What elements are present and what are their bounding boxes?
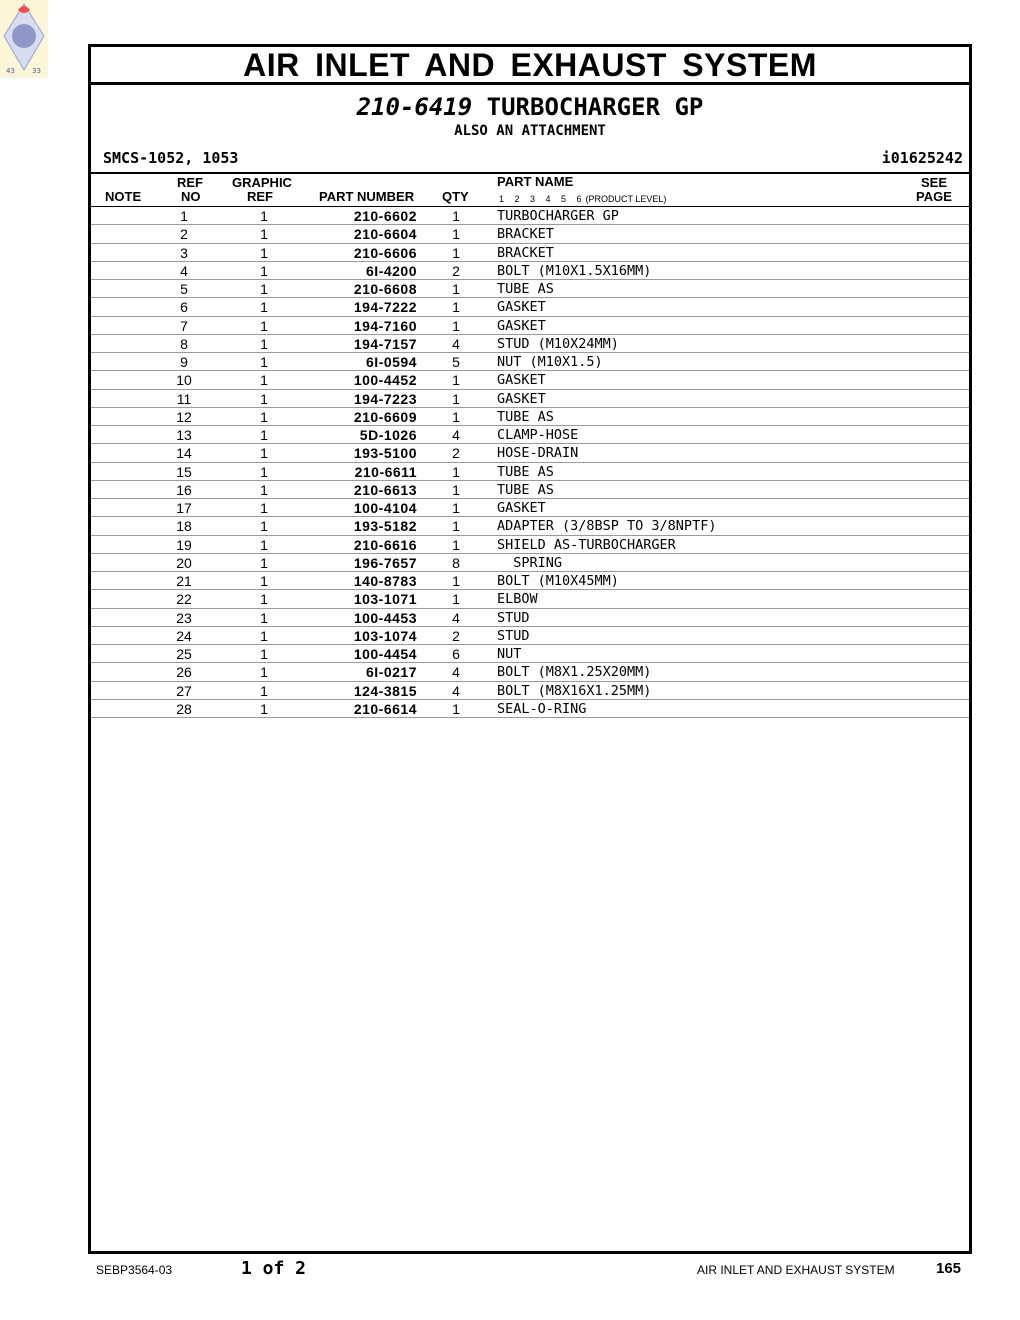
part-name-cell: BOLT (M10X1.5X16MM) — [497, 262, 652, 279]
graphic-ref-cell: 1 — [260, 208, 268, 224]
qty-cell: 1 — [452, 591, 460, 608]
qty-cell: 1 — [452, 536, 460, 553]
qty-cell: 1 — [452, 700, 460, 717]
part-name-cell: NUT (M10X1.5) — [497, 354, 603, 370]
part-name-cell: ADAPTER (3/8BSP TO 3/8NPTF) — [497, 518, 717, 535]
part-name-cell: GASKET — [497, 317, 546, 334]
part-number-cell: 6I-4200 — [366, 262, 417, 279]
graphic-ref-cell: 1 — [260, 390, 268, 407]
col-ref-no-bottom: NO — [181, 189, 201, 204]
part-name-cell: GASKET — [497, 390, 546, 407]
table-row — [91, 444, 969, 462]
part-number-cell: 210-6616 — [353, 536, 417, 553]
qty-cell: 1 — [452, 244, 460, 261]
qty-cell: 1 — [452, 463, 460, 480]
page-number: 165 — [936, 1260, 962, 1277]
part-number-cell: 100-4453 — [353, 609, 417, 626]
col-graphic-ref-top: GRAPHIC — [232, 175, 292, 190]
part-number-cell: 193-5182 — [353, 518, 417, 535]
col-qty: QTY — [442, 189, 469, 204]
graphic-ref-cell: 1 — [260, 591, 268, 608]
ref-no-cell: 7 — [180, 317, 188, 334]
table-row — [91, 262, 969, 280]
ref-no-cell: 25 — [176, 646, 192, 662]
graphic-ref-cell: 1 — [260, 554, 268, 571]
graphic-ref-cell: 1 — [260, 500, 268, 516]
table-row — [91, 353, 969, 371]
col-note: NOTE — [105, 189, 142, 204]
part-number-cell: 210-6602 — [353, 208, 417, 224]
part-number-cell: 100-4104 — [353, 500, 417, 516]
qty-cell: 1 — [452, 408, 460, 425]
table-row — [91, 408, 969, 426]
graphic-ref-cell: 1 — [260, 682, 268, 699]
parts-page-frame — [88, 44, 972, 1254]
ref-no-cell: 13 — [176, 427, 192, 443]
qty-cell: 4 — [452, 427, 460, 443]
part-name-cell: TUBE AS — [497, 463, 554, 480]
table-row — [91, 426, 969, 444]
table-row — [91, 590, 969, 608]
qty-cell: 1 — [452, 208, 460, 224]
smcs-code: SMCS-1052, 1053 — [103, 149, 239, 167]
ref-no-cell: 4 — [180, 262, 188, 279]
ref-no-cell: 11 — [176, 390, 192, 407]
ref-no-cell: 28 — [176, 700, 192, 717]
col-graphic-ref-bottom: REF — [247, 189, 273, 204]
part-name-cell: STUD (M10X24MM) — [497, 335, 619, 352]
part-name-cell: GASKET — [497, 500, 546, 516]
group-header — [91, 85, 969, 174]
part-number-cell: 194-7160 — [353, 317, 417, 334]
ref-no-cell: 1 — [180, 208, 188, 224]
graphic-ref-cell: 1 — [260, 262, 268, 279]
table-row — [91, 481, 969, 499]
logo-left-number: 43 — [6, 67, 15, 75]
part-name-cell: STUD — [497, 627, 530, 644]
table-row — [91, 371, 969, 389]
table-row — [91, 572, 969, 590]
ref-no-cell: 5 — [180, 281, 188, 297]
parts-list — [91, 207, 969, 718]
graphic-ref-cell: 1 — [260, 573, 268, 589]
part-name-cell: BOLT (M10X45MM) — [497, 573, 619, 589]
table-row — [91, 280, 969, 298]
qty-cell: 1 — [452, 226, 460, 243]
graphic-ref-cell: 1 — [260, 226, 268, 243]
part-number-cell: 193-5100 — [353, 445, 417, 462]
col-see-page-bottom: PAGE — [916, 189, 952, 204]
table-row — [91, 463, 969, 481]
table-row — [91, 663, 969, 681]
qty-cell: 1 — [452, 518, 460, 535]
group-name: TURBOCHARGER GP — [486, 93, 704, 121]
graphic-ref-cell: 1 — [260, 281, 268, 297]
ref-no-cell: 22 — [176, 591, 192, 608]
part-number-cell: 124-3815 — [353, 682, 417, 699]
graphic-ref-cell: 1 — [260, 646, 268, 662]
ref-no-cell: 27 — [176, 682, 192, 699]
company-logo-icon — [0, 0, 48, 78]
qty-cell: 4 — [452, 335, 460, 352]
part-name-cell: HOSE-DRAIN — [497, 445, 579, 462]
ref-no-cell: 24 — [176, 627, 192, 644]
part-number-cell: 194-7222 — [353, 299, 417, 316]
part-number-cell: 210-6614 — [353, 700, 417, 717]
qty-cell: 4 — [452, 609, 460, 626]
illustration-id: i01625242 — [881, 149, 963, 167]
group-heading — [91, 93, 969, 121]
ref-no-cell: 15 — [176, 463, 192, 480]
part-number-cell: 194-7223 — [353, 390, 417, 407]
part-number-cell: 210-6606 — [353, 244, 417, 261]
graphic-ref-cell: 1 — [260, 664, 268, 681]
part-name-cell: BOLT (M8X16X1.25MM) — [497, 682, 652, 699]
qty-cell: 2 — [452, 627, 460, 644]
graphic-ref-cell: 1 — [260, 372, 268, 389]
qty-cell: 1 — [452, 481, 460, 498]
part-number-cell: 103-1071 — [353, 591, 417, 608]
table-row — [91, 627, 969, 645]
part-name-cell: TURBOCHARGER GP — [497, 208, 619, 224]
part-number-cell: 100-4452 — [353, 372, 417, 389]
graphic-ref-cell: 1 — [260, 536, 268, 553]
graphic-ref-cell: 1 — [260, 408, 268, 425]
ref-no-cell: 9 — [180, 354, 188, 370]
qty-cell: 4 — [452, 682, 460, 699]
graphic-ref-cell: 1 — [260, 445, 268, 462]
logo-right-number: 33 — [32, 67, 41, 75]
qty-cell: 1 — [452, 500, 460, 516]
qty-cell: 1 — [452, 281, 460, 297]
ref-no-cell: 23 — [176, 609, 192, 626]
part-number-cell: 194-7157 — [353, 335, 417, 352]
col-product-levels — [499, 192, 666, 206]
part-name-cell: ELBOW — [497, 591, 538, 608]
ref-no-cell: 3 — [180, 244, 188, 261]
qty-cell: 5 — [452, 354, 460, 370]
part-name-cell: SHIELD AS-TURBOCHARGER — [497, 536, 676, 553]
graphic-ref-cell: 1 — [260, 317, 268, 334]
part-name-cell: NUT — [497, 646, 522, 662]
part-name-cell: SPRING — [497, 554, 563, 571]
part-number-cell: 6I-0217 — [366, 664, 417, 681]
ref-no-cell: 14 — [176, 445, 192, 462]
qty-cell: 1 — [452, 372, 460, 389]
qty-cell: 2 — [452, 262, 460, 279]
qty-cell: 1 — [452, 573, 460, 589]
table-row — [91, 536, 969, 554]
table-row — [91, 682, 969, 700]
qty-cell: 4 — [452, 664, 460, 681]
part-name-cell: GASKET — [497, 299, 546, 316]
product-level-label: (PRODUCT LEVEL) — [585, 194, 667, 204]
part-name-cell: BRACKET — [497, 226, 554, 243]
page-title: AIR INLET AND EXHAUST SYSTEM — [91, 47, 969, 85]
graphic-ref-cell: 1 — [260, 335, 268, 352]
table-row — [91, 244, 969, 262]
graphic-ref-cell: 1 — [260, 700, 268, 717]
part-number-cell: 6I-0594 — [366, 354, 417, 370]
ref-no-cell: 21 — [176, 573, 192, 589]
part-name-cell: SEAL-O-RING — [497, 700, 587, 717]
part-name-cell: TUBE AS — [497, 281, 554, 297]
qty-cell: 1 — [452, 317, 460, 334]
ref-no-cell: 19 — [176, 536, 192, 553]
table-row — [91, 390, 969, 408]
table-row — [91, 554, 969, 572]
qty-cell: 1 — [452, 299, 460, 316]
part-name-cell: STUD — [497, 609, 530, 626]
document-id: SEBP3564-03 — [96, 1263, 173, 1277]
col-ref-no-top: REF — [177, 175, 203, 190]
attachment-note: ALSO AN ATTACHMENT — [454, 123, 606, 139]
qty-cell: 1 — [452, 390, 460, 407]
part-number-cell: 100-4454 — [353, 646, 417, 662]
footer-section: AIR INLET AND EXHAUST SYSTEM — [697, 1263, 895, 1277]
col-see-page-top: SEE — [921, 175, 948, 190]
graphic-ref-cell: 1 — [260, 299, 268, 316]
part-number-cell: 210-6611 — [354, 463, 417, 480]
part-name-cell: GASKET — [497, 372, 546, 389]
table-row — [91, 499, 969, 517]
graphic-ref-cell: 1 — [260, 427, 268, 443]
graphic-ref-cell: 1 — [260, 518, 268, 535]
table-row — [91, 645, 969, 663]
part-name-cell: BRACKET — [497, 244, 554, 261]
part-number-cell: 210-6604 — [353, 226, 417, 243]
ref-no-cell: 2 — [180, 226, 188, 243]
part-name-cell: TUBE AS — [497, 481, 554, 498]
graphic-ref-cell: 1 — [260, 354, 268, 370]
col-part-number: PART NUMBER — [319, 189, 415, 204]
table-row — [91, 609, 969, 627]
part-name-cell: BOLT (M8X1.25X20MM) — [497, 664, 652, 681]
graphic-ref-cell: 1 — [260, 244, 268, 261]
part-number-cell: 5D-1026 — [359, 427, 417, 443]
qty-cell: 8 — [452, 554, 460, 571]
ref-no-cell: 16 — [176, 481, 192, 498]
column-header — [91, 174, 969, 207]
graphic-ref-cell: 1 — [260, 481, 268, 498]
page-footer — [0, 1258, 1020, 1288]
table-row — [91, 700, 969, 718]
table-row — [91, 225, 969, 243]
qty-cell: 2 — [452, 445, 460, 462]
group-number: 210-6419 — [356, 93, 473, 121]
part-number-cell: 196-7657 — [353, 554, 417, 571]
graphic-ref-cell: 1 — [260, 627, 268, 644]
part-number-cell: 103-1074 — [353, 627, 417, 644]
part-number-cell: 210-6613 — [353, 481, 417, 498]
table-row — [91, 517, 969, 535]
col-part-name: PART NAME — [497, 174, 574, 189]
table-row — [91, 207, 969, 225]
ref-no-cell: 18 — [176, 518, 192, 535]
qty-cell: 6 — [452, 646, 460, 662]
ref-no-cell: 8 — [180, 335, 188, 352]
ref-no-cell: 10 — [176, 372, 192, 389]
graphic-ref-cell: 1 — [260, 609, 268, 626]
ref-no-cell: 12 — [176, 408, 192, 425]
part-name-cell: TUBE AS — [497, 408, 554, 425]
table-row — [91, 317, 969, 335]
ref-no-cell: 6 — [180, 299, 188, 316]
page-of: 1 of 2 — [241, 1258, 307, 1279]
part-number-cell: 140-8783 — [353, 573, 417, 589]
ref-no-cell: 20 — [176, 554, 192, 571]
table-row — [91, 298, 969, 316]
ref-no-cell: 26 — [176, 664, 192, 681]
product-level-numbers: 1 2 3 4 5 6 — [499, 194, 582, 204]
part-name-cell: CLAMP-HOSE — [497, 427, 579, 443]
table-row — [91, 335, 969, 353]
ref-no-cell: 17 — [176, 500, 192, 516]
part-number-cell: 210-6609 — [353, 408, 417, 425]
graphic-ref-cell: 1 — [260, 463, 268, 480]
part-number-cell: 210-6608 — [353, 281, 417, 297]
